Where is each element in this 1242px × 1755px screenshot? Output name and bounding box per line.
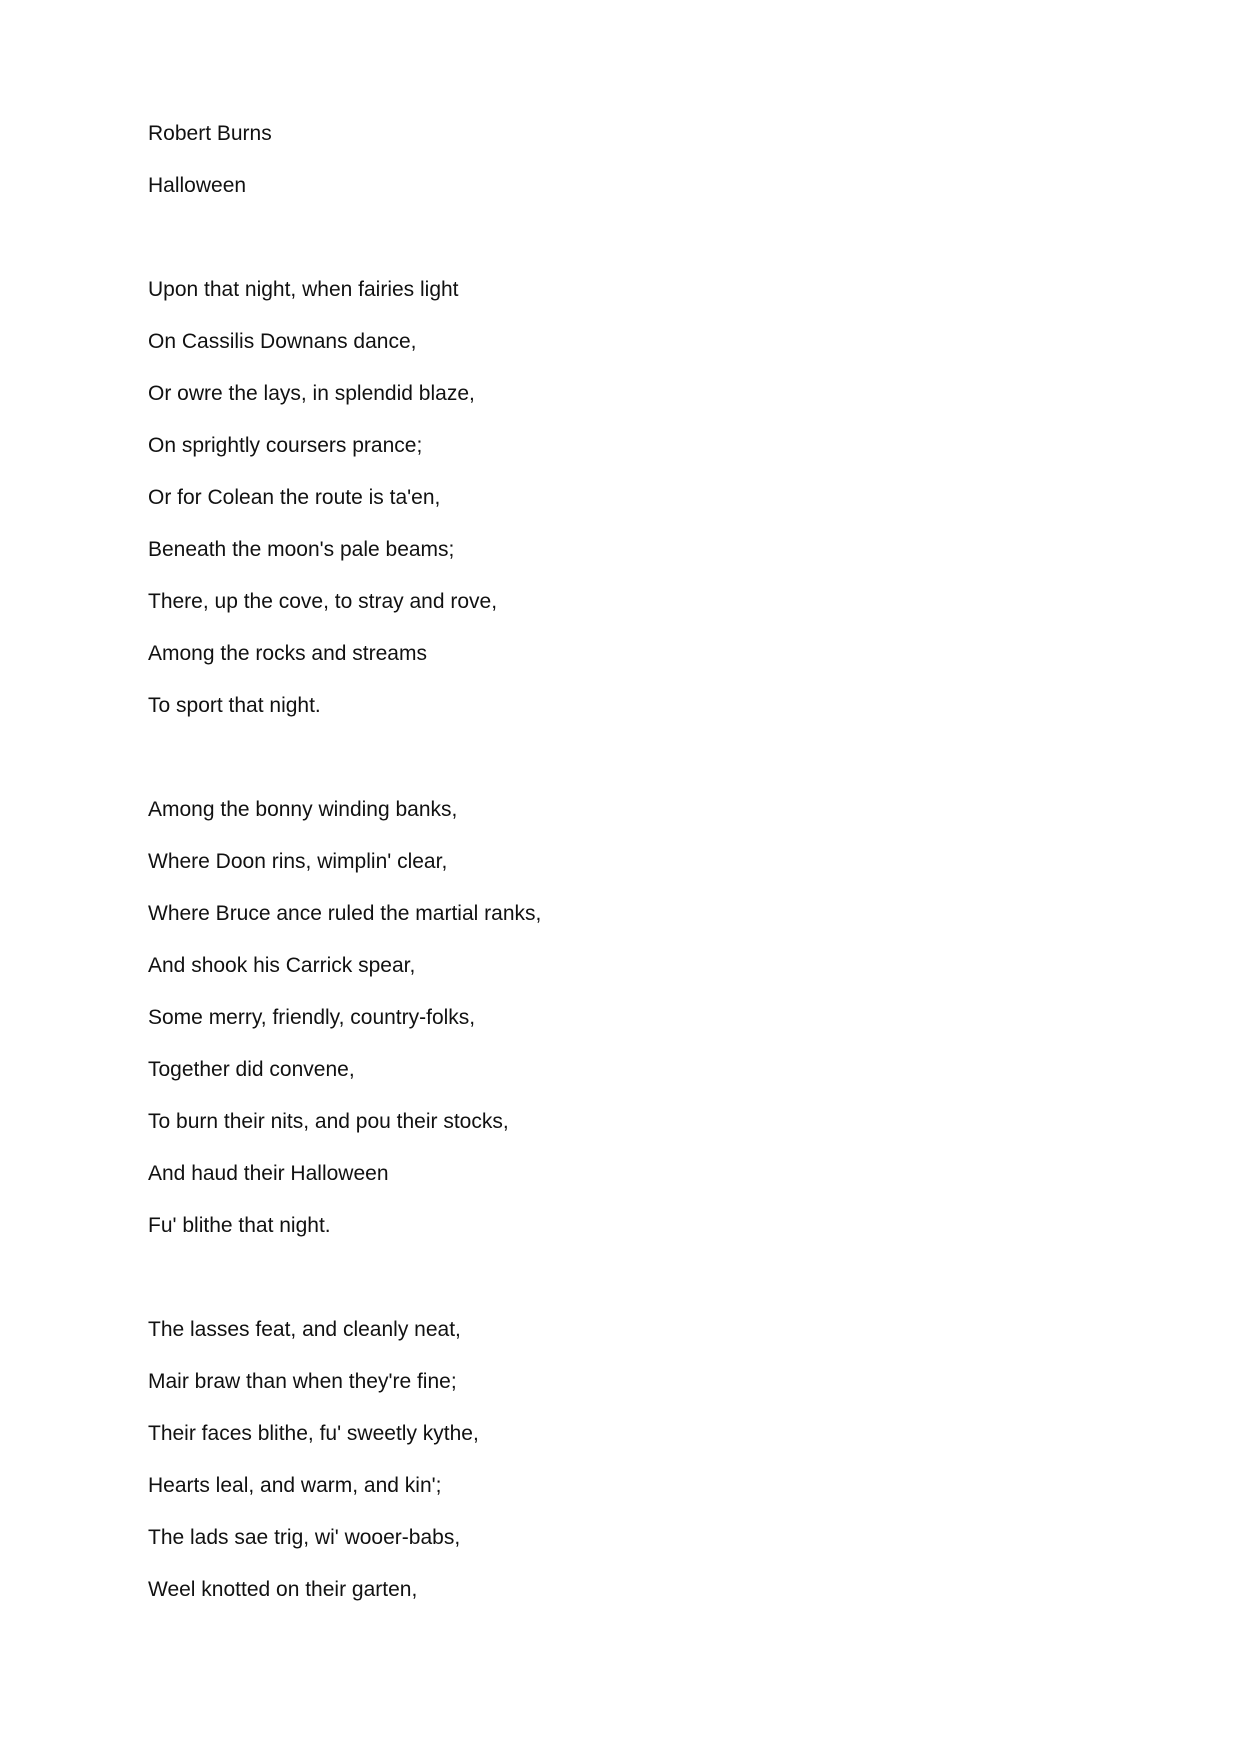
verse-line: Weel knotted on their garten, bbox=[148, 1578, 418, 1601]
poem-text bbox=[148, 108, 1148, 1616]
verse-line: Mair braw than when they're fine; bbox=[148, 1370, 457, 1393]
verse-line: The lads sae trig, wi' wooer-babs, bbox=[148, 1526, 461, 1549]
stanza-1 bbox=[148, 264, 1148, 732]
verse-line: Fu' blithe that night. bbox=[148, 1214, 331, 1237]
verse-line: Among the rocks and streams bbox=[148, 642, 427, 665]
verse-line: Some merry, friendly, country-folks, bbox=[148, 1006, 476, 1029]
verse-line: Among the bonny winding banks, bbox=[148, 798, 458, 821]
verse-line: Together did convene, bbox=[148, 1058, 355, 1081]
verse-line: To burn their nits, and pou their stocks, bbox=[148, 1110, 509, 1133]
verse-line: On sprightly coursers prance; bbox=[148, 434, 423, 457]
stanza-2 bbox=[148, 784, 1148, 1252]
author-line: Robert Burns bbox=[148, 122, 272, 145]
verse-line: There, up the cove, to stray and rove, bbox=[148, 590, 498, 613]
stanza-3 bbox=[148, 1304, 1148, 1616]
poem-title: Halloween bbox=[148, 174, 247, 197]
verse-line: Or owre the lays, in splendid blaze, bbox=[148, 382, 475, 405]
verse-line: To sport that night. bbox=[148, 694, 321, 717]
verse-line: On Cassilis Downans dance, bbox=[148, 330, 417, 353]
verse-line: Their faces blithe, fu' sweetly kythe, bbox=[148, 1422, 479, 1445]
stanza-gap bbox=[148, 732, 1148, 784]
verse-line: Or for Colean the route is ta'en, bbox=[148, 486, 441, 509]
verse-line: And haud their Halloween bbox=[148, 1162, 389, 1185]
stanza-gap bbox=[148, 1252, 1148, 1304]
verse-line: Beneath the moon's pale beams; bbox=[148, 538, 455, 561]
verse-line: The lasses feat, and cleanly neat, bbox=[148, 1318, 461, 1341]
verse-line: Upon that night, when fairies light bbox=[148, 278, 459, 301]
verse-line: Where Bruce ance ruled the martial ranks, bbox=[148, 902, 542, 925]
verse-line: Where Doon rins, wimplin' clear, bbox=[148, 850, 448, 873]
stanza-gap bbox=[148, 212, 1148, 264]
verse-line: Hearts leal, and warm, and kin'; bbox=[148, 1474, 442, 1497]
verse-line: And shook his Carrick spear, bbox=[148, 954, 416, 977]
